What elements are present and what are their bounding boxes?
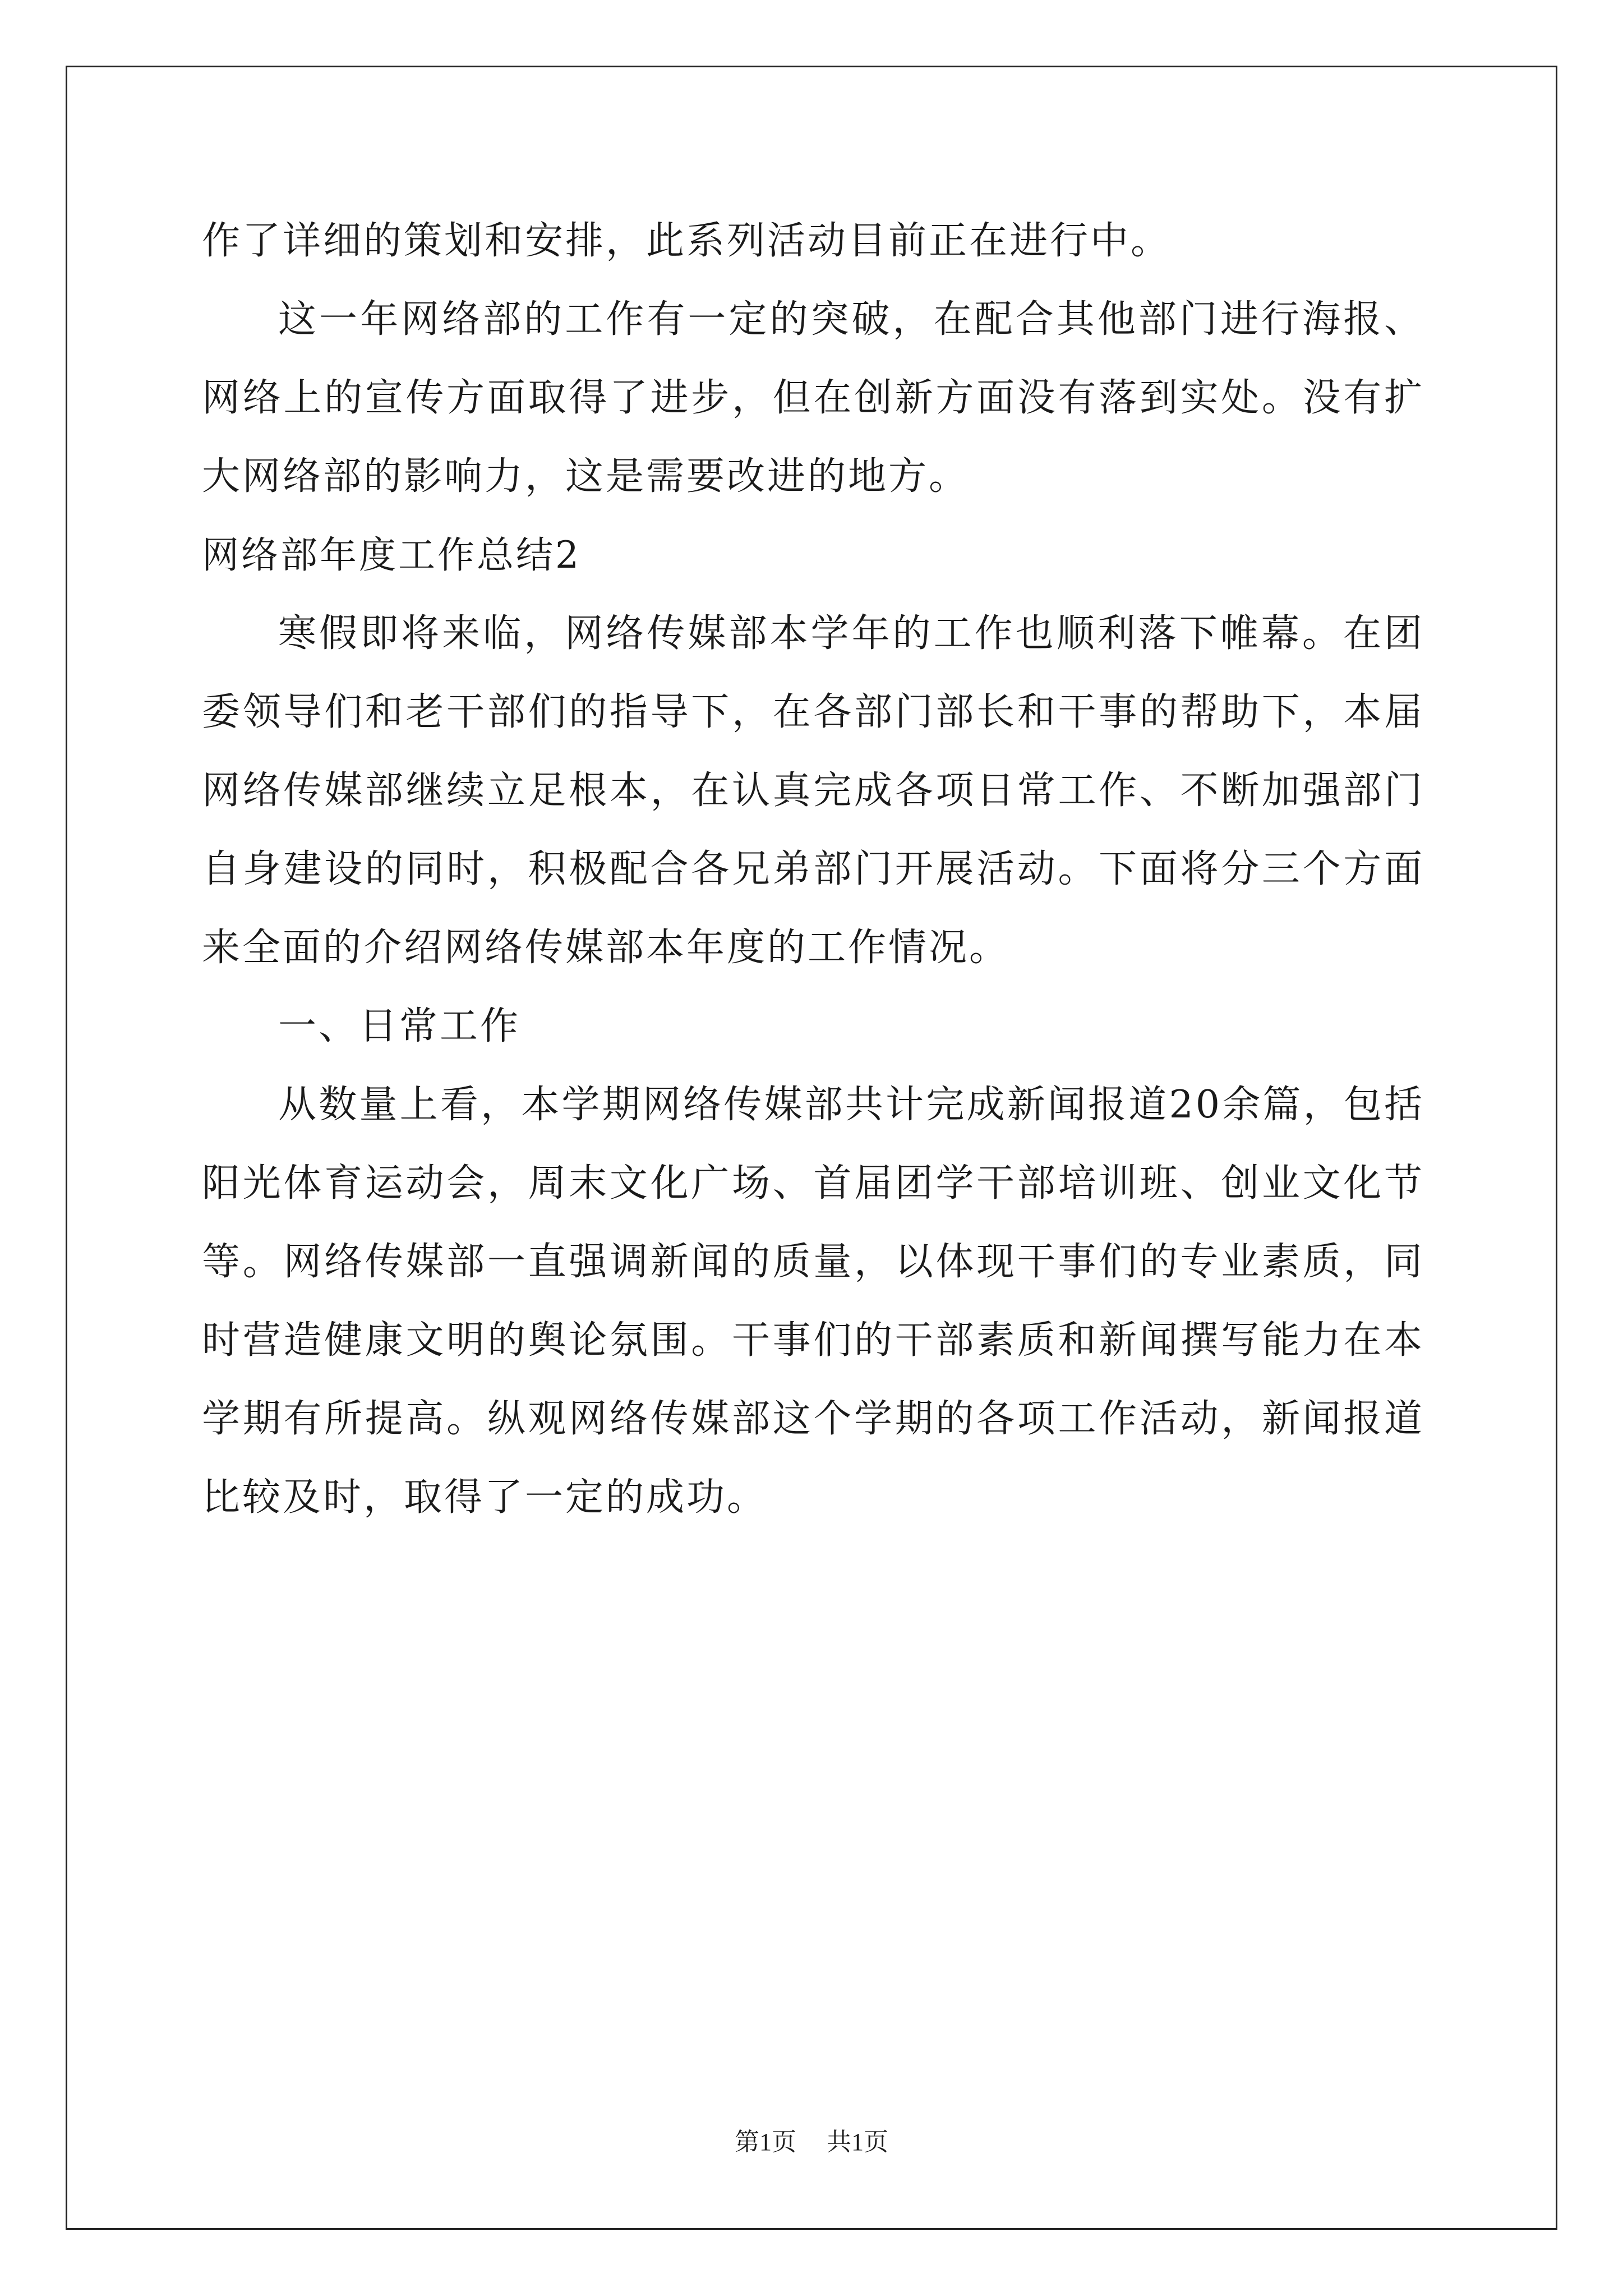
page-total: 共1页: [827, 2128, 888, 2156]
paragraph: 作了详细的策划和安排，此系列活动目前正在进行中。: [202, 219, 1172, 263]
page-footer: [0, 2125, 1623, 2159]
paragraph: 寒假即将来临，网络传媒部本学年的工作也顺利落下帷幕。在团委领导们和老干部们的指导下，在各部门部长和干事的帮助下，本届网络传媒部继续立足根本，在认真完成各项日常工作、不断加强部门自身建设的同时，积极配合各兄弟部门开展活动。下面将分三个方面来全面的介绍网络传媒部本年度的工作情况。: [202, 611, 1424, 970]
subheading: 一、日常工作: [278, 1004, 521, 1048]
document-body: [202, 202, 1424, 1537]
paragraph: 这一年网络部的工作有一定的突破，在配合其他部门进行海报、网络上的宣传方面取得了进步，但在创新方面没有落到实处。没有扩大网络部的影响力，这是需要改进的地方。: [202, 297, 1424, 499]
section-heading: 网络部年度工作总结2: [202, 533, 581, 577]
page-number: 第1页: [735, 2128, 796, 2156]
paragraph: 从数量上看，本学期网络传媒部共计完成新闻报道20余篇，包括阳光体育运动会，周末文化广场、首届团学干部培训班、创业文化节等。网络传媒部一直强调新闻的质量，以体现干事们的专业素质，同时营造健康文明的舆论氛围。干事们的干部素质和新闻撰写能力在本学期有所提高。纵观网络传媒部这个学期的各项工作活动，新闻报道比较及时，取得了一定的成功。: [202, 1083, 1424, 1520]
